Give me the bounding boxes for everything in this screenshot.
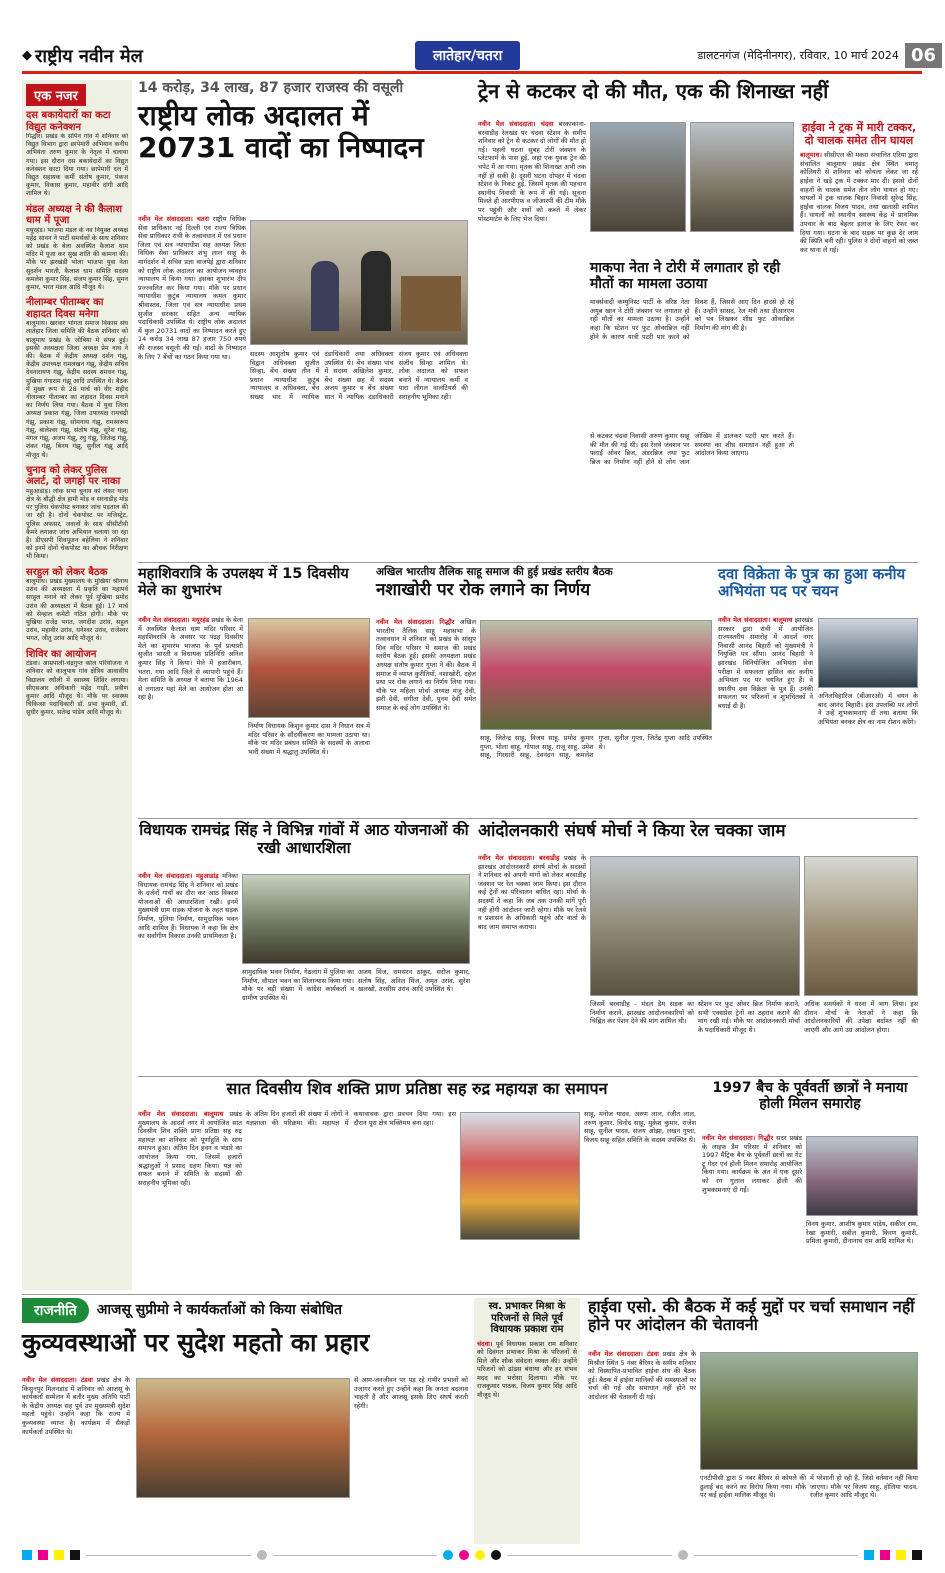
ek-nazar-item-body: टंडवा। आम्रपाली-चंद्रगुप्त कोल परियोजना ने शनिवार को कालूपाथ गांव क्षेत्रिय आवासीय विद्यालय रघौली में स्वास्थ्य शिविर लगाया। सीएसआर अधिकारी महेंद्र गाड़ी, प्रवीण कुमार आदि मौजूद थे। मौके पर स्वास्थ्य चिकित्सा पदाधिकारी डॉ. प्रभा कुमारी, डॉ. सुधीर कुमार, सतेन्द्र पांडेय आदि मौजूद थे। [26,660,128,717]
magenta-swatch [38,1550,48,1560]
highway-body: सीसीएल की मकरा संचालित एरिया द्वारा संचालित बालूमाथ प्रखंड क्षेत्र स्थित चमातू कोलियरी से शनिवार को कोयला लेकर जा रहे हाईवा ने खड़े ट्रक में टक्कर मार दी। इससे दोनों वाहनों के चालक समेत तीन लोग घायल हो गए। घायलों में ट्रक चालक बिहार निवासी सुरेन्द्र सिंह, हाईवा चालक विजय यादव, तथा खलासी शामिल हैं। घायलों को स्थानीय स्वास्थ्य केंद्र में प्राथमिक उपचार के बाद बेहतर इलाज के लिए रेफर कर दिया गया। घटना के बाद सड़क पर कुछ देर जाम की स्थिति बनी रही। पुलिस ने दोनों वाहनों को जब्त कर थाना ले गई। [800,151,918,254]
rajneeti-headline: कुव्यवस्थाओं पर सुदेश महतो का प्रहार [22,1328,370,1357]
mahashivratri-photo [248,618,370,718]
ek-nazar-item [26,649,128,718]
yellow-swatch [54,1550,64,1560]
cyan-dot [443,1550,453,1560]
highway-body-wrap [800,151,918,546]
hywa-col2: एनटीपीसी द्वारा 5 नंबर बैरियर से कोयले की ढुलाई बंद करने का विरोध किया गया। मौके पर कई हाईवा मालिक मौजूद थे। [700,1474,806,1500]
cyan-swatch-2 [864,1550,874,1560]
registration-mark-icon [257,1550,267,1560]
ek-nazar-item [26,110,128,199]
ek-nazar-item [26,204,128,293]
article-sahu [376,566,712,816]
prabhakar-headline: स्व. प्रभाकर मिश्रा के परिजनों से मिले पूर्व विधायक प्रकाश राम [488,1301,566,1335]
footer-line-2 [273,1555,438,1556]
ek-nazar-item-body: बालूमाथ। प्रखंड मुख्यालय के मुखिया श्रीनाथ उरांव की अध्यक्षता में प्रकृति का महापर्व सरहुल मनाने को लेकर पूर्व मुखिया प्रमोद उरांव की अध्यक्षता में बैठक हुई। 17 मार्च को सेन्हाल कमेटी गठित होगी। मौके पर मुखिया राजेंद्र भगत, जगदीश उरांव, सहुल उरांव, महावीर उरांव, धनेश्वर उरांव, राजेश्वर भगत, जीतु उरांव आदि मौजूद थे। [26,578,128,643]
hywa-body: प्रखंड क्षेत्र के मिश्रौल स्थित 5 नंबर बैरियर के समीप शनिवार को विस्थापित-प्रभावित हाईवा संघ की बैठक हुई। बैठक में हाईवा मालिकों की समस्याओं पर चर्चा की गई और समाधान नहीं होने पर आंदोलन की चेतावनी दी गई। [588,1350,696,1401]
highway-byline: बालूमाथ। [800,151,822,160]
ek-nazar-item-title: दस बकायेदारों का कटा विद्युत कनेक्शन [26,110,111,133]
masthead: राष्ट्रीय नवीन मेल [35,45,143,67]
mahashivratri-byline: नवीन मेल संवाददाता। मयूरहंड [138,616,210,624]
article-rail [478,822,918,1072]
ek-nazar-item-title: चुनाव को लेकर पुलिस अलर्ट, दो जगहों पर नाका [26,464,121,488]
footer-line-3 [507,1555,672,1556]
sahu-photo [480,620,712,730]
train-byline: नवीन मेल संवाददाता। चंदवा [478,120,554,128]
masthead-logo-icon: ◆ [22,48,32,63]
black-swatch [70,1550,80,1560]
vidhayak-col2: सामुदायिक भवन निर्माण, गेठलांग में पुलिया का निर्माण, चौपाल भवन का शिलान्यास किया गया। मौके पर बड़ी संख्या में कांग्रेस कार्यकर्ता व ग्रामीण उपस्थित थे। [242,968,354,1002]
footer-line [86,1555,251,1556]
lok-adalat-headline: राष्ट्रीय लोक अदालत में 20731 वादों का निष्पादन [138,99,424,165]
makpa-body2: से कटकर चंदवा निवासी अरुण कुमार साहू की मौत की गई थी। इस रेलवे जंक्शन पर फ्लाई ओवर ब्रिज, अंडरब्रिज तथा फुट ब्रिज का निर्माण नहीं होने से लोग जान जोखिम में डालकर पटरी पार करते हैं। समस्या का शीघ्र समाधान नहीं हुआ तो आंदोलन किया जाएगा। [590,432,794,466]
dateline: डालटनगंज (मेदिनीनगर), रविवार, 10 मार्च 2024 [697,49,899,62]
sahu-kicker: अखिल भारतीय तैलिक साहू समाज की हुई प्रखंड स्तरीय बैठक [376,566,613,578]
page-number: 06 [905,43,942,68]
ek-nazar-item-title: मंडल अध्यक्ष ने की कैलाश धाम में पूजा [26,203,123,227]
prabhakar-body: पूर्व विधायक प्रकाश राम शनिवार को दिवंगत प्रभाकर मिश्रा के परिजनों से मिले और शोक संवेदना व्यक्त की। उन्होंने परिजनों को ढांढस बंधाया और हर संभव मदद का भरोसा दिलाया। मौके पर राजकुमार पाठक, विजय कुमार सिंह आदि मौजूद थे। [477,1339,577,1400]
rail-photo-1 [590,856,800,996]
batch-photo [806,1136,918,1216]
prabhakar-body-wrap [477,1340,577,1515]
dawa-photo [818,618,918,688]
footer-line-4 [694,1555,859,1556]
black-swatch-2 [912,1550,922,1560]
train-col1 [478,120,586,560]
rail-headline: आंदोलनकारी संघर्ष मोर्चा ने किया रेल चक्का जाम [478,821,786,841]
highway-headline: हाईवा ने ट्रक में मारी टक्कर, दो चालक समेत तीन घायल [801,121,917,147]
ek-nazar-list [26,110,128,718]
ek-nazar-column [22,80,132,1290]
batch-col1 [702,1134,802,1292]
lok-adalat-col2: सदस्य आशुतोष कुमार एवं विद्वान अधिवक्ता सुजीत सिन्हा, बेंच संख्या तीन में प्रधान न्यायाधीश कुटुंब न्यायालय व अधिवक्ता, बेंच संख्या चार में न्यायिक दंडाधिकारी तथा अधिवक्ता उपस्थित थे। बेंच संख्या पांच में सदस्य अखिलेश कुमार, बेंच संख्या छह में सदस्य अजय कुमार व बेंच संख्या सात में न्यायिक दंडाधिकारी संजय कुमार एवं अधिवक्ता संजीव सिन्हा शामिल थे। लोक अदालत को सफल बनाने में न्यायालय कर्मी व पारा लीगल वालंटियर्स की सराहनीय भूमिका रही। [250,350,468,401]
prabhakar-byline: चंदवा। [477,1339,493,1348]
ek-nazar-item-title: सरहुल को लेकर बैठक [26,566,108,578]
shiv-col1 [138,1110,242,1292]
lok-adalat-col1 [138,215,246,555]
hywa-byline: नवीन मेल संवाददाता। टंडवा [588,1350,659,1358]
dawa-headline: दवा विक्रेता के पुत्र का हुआ कनीय अभियंता पद पर चयन [718,565,906,601]
rail-photo-2 [804,856,918,996]
cyan-swatch [22,1550,32,1560]
page-header [22,40,936,74]
rule-2 [138,818,918,819]
batch-col2: विनय कुमार, आशीष कुमार पांडेय, सकील राम, रेखा कुमारी, सबील कुमारी, किरण कुमारी, प्रमिला कुमारी, दीनानाथ राम आदि शामिल थे। [806,1220,918,1246]
ek-nazar-item-body: मयूरहंड। भाजपा मंडल के नव नियुक्त अध्यक्ष महेंद्र सावन ने पार्टी समर्थकों के साथ शनिवार को प्रखंड के बेला अवस्थित कैलाश धाम मंदिर में पूजा कर सुख शांति की कामना की। मौके पर झरखंडी भोला भाजपा युवा नेता सुदर्शन भारती, कैलाश धाम समिति सदस्य कमलेश कुमार सिंह, संजय कुमार सिंह, सुमन कुमार, भरत मंडल आदि मौजूद थे। [26,226,128,292]
shiv-col3: साहू, मनोज यादव, अरुण लाल, रंजीत लाल, तरुण कुमार, विनोद साहू, मुकेश कुमार, राजेश साहू, सुनील यादव, संजय ओझा, लखन गुप्ता, विजय साहू सहित समिति के सदस्य उपस्थित थे। [584,1110,696,1144]
hywa-col3: में परेशानी हो रही है, जिसे वर्तमान नहीं किया जाएगा। मौके पर विजय साहू, होलिया यादव, रंजीत कुमार आदि मौजूद थे। [810,1474,918,1500]
ek-nazar-item-body: महुआडांड़। लोक सभा चुनाव को लेकर थाना क्षेत्र के बौद्धी क्षेत्र हामी मोड़ व सरनाडीह मोड़ पर पुलिस चेकपोस्ट बनाकर जांच पड़ताल की जा रही है। दोनों चेकपोस्ट पर मजिस्ट्रेट, पुलिस अफसर, जवानों के साथ सीसीटीवी कैमरे लगाकर जांच अभियान चलाया जा रहा है। डीएसपी शिवपूजन बहेलिया ने शनिवार को इनमें दोनों चेकपोस्ट का औचक निरीक्षण भी किया। [26,487,128,561]
rajneeti-photo [136,1378,350,1498]
rajneeti-body: प्रखंड क्षेत्र के किसुनपुर मिलनडांड में शनिवार को आजसू के कार्यकर्ता सम्मेलन में बतौर मुख्य अतिथि पार्टी के केंद्रीय अध्यक्ष सह पूर्व उप मुख्यमंत्री सुदेश महतो पहुंचे। उन्होंने कहा कि राज्य में कुव्यवस्था व्याप्त है। कार्यक्रम में सैकड़ों कार्यकर्ता उपस्थित थे। [22,1376,130,1436]
rail-col2: जिसमें बरवाडीह - मंडल डैम सड़क का निर्माण कराने, झारखंड आंदोलनकारियों को चिह्नित कर पेंशन देने की मांग शामिल थी। [590,1000,694,1026]
sahu-body: अखिल भारतीय तैलिक साहू महासभा के तत्वावधान में शनिवार को प्रखंड के सांसुप शिव मंदिर परिसर में समाज की प्रखंड स्तरीय बैठक हुई। इसकी अध्यक्षता प्रखंड अध्यक्ष संतोष कुमार गुप्ता ने की। बैठक में समाज में व्याप्त कुरीतियों, नशाखोरी, दहेज प्रथा पर रोक लगाने का निर्णय लिया गया। मौके पर महिला मोर्चा अध्यक्ष मंजु देवी, झरी देवी, संगीता देवी, पूनम देवी समेत समाज के कई लोग उपस्थित थे। [376,618,476,712]
train-photo-2 [690,122,794,232]
makpa-headline: माकपा नेता ने टोरी में लगातार हो रही मौतों का मामला उठाया [590,260,781,293]
yellow-swatch-2 [896,1550,906,1560]
dawa-byline: नवीन मेल संवाददाता। बालूमाथ [718,616,793,624]
article-mahashivratri [138,566,370,816]
rule-4 [22,1294,918,1295]
article-shiv [138,1080,696,1292]
lok-adalat-photo [250,220,468,345]
shiv-byline: नवीन मेल संवाददाता। बालूमाथ [138,1110,224,1118]
article-prabhakar [474,1298,580,1544]
rajneeti-col2: से आम-जनजीवन पर पड़ रहे गंभीर प्रभावों को उजागर करते हुए उन्होंने कहा कि जनता बदलाव चाहती है और आजसू इसके लिए संघर्ष करती रहेगी। [354,1376,468,1410]
ek-nazar-item-title: शिविर का आयोजन [26,648,97,660]
hywa-photo [700,1352,918,1470]
footer-registration-bar [22,1550,922,1560]
batch-body: सदर प्रखंड के लाइफ़ डैम परिसर में शनिवार को 1997 मैट्रिक बैच के पूर्ववर्ती छात्रों का गेट टू गेदर एवं होली मिलन समारोह आयोजित किया गया। कार्यक्रम के अंत में एक दूसरे को रंग गुलाल लगाकर होली की शुभकामनाएं दी गईं। [702,1134,802,1194]
rail-body: प्रखंड के झारखंड आंदोलनकारी संघर्ष मोर्चा के सदस्यों ने शनिवार को अपनी मांगों को लेकर बरवाडीह जंक्शन पर रेल चक्का जाम किया। इस दौरान कई ट्रेनों का परिचालन बाधित रहा। मोर्चा के सदस्यों ने कहा कि जब तक उनकी मांगें पूरी नहीं होंगी आंदोलन जारी रहेगा। मौके पर रेलवे व प्रशासन के अधिकारी पहुंचे और वार्ता के बाद जाम समाप्त कराया। [478,854,586,931]
yellow-dot [475,1550,485,1560]
ek-nazar-item-title: नीलाम्बर पीताम्बर का शहादत दिवस मनेगा [26,297,104,320]
article-dawa [718,566,918,816]
rajneeti-byline: नवीन मेल संवाददाता। टंडवा [22,1376,93,1384]
ek-nazar-item-body: बालूमाथ। खरवार भोगता समाज विकास संघ लातेहार जिला समिति की बैठक शनिवार को बालूमाथ प्रखंड के जोबिया मे संपन्न हुई। इसकी अध्यक्षता जिला अध्यक्ष प्रेम नाथ ने की। बैठक में केंद्रीय अध्यक्ष दर्शन गंझू, केंद्रीय उपाध्यक्ष रामलखन गंझू, केंद्रीय सचिव देवनारायण गंझू, केंद्रीय सदस्य रामधन गंझू, मुखिया गंगाराम गंझू आदि उपस्थित थे। बैठक में मुख्य रूप से 28 मार्च को वीर शहीद नीलाम्बर पीताम्बर का शहादत दिवस मनाने का निर्णय लिया गया। बैठक में युवा जिला अध्यक्ष प्रकाश गंझू, जिला उपाध्यक्ष रामचंद्री गंझू, प्रकाश गंझू, सोमनाथ गंझू, रामस्वरूप गंझू, बालेश्वर गंझू, संतोष गंझू, सुरेश गंझू, मंगल गंझू, अजय गंझू, रघु गंझू, जितेन्द्र गंझू, शंकर गंझू, बिनय गंझू, सुनील गंझू आदि मौजूद थे। [26,320,128,459]
shiv-headline: सात दिवसीय शिव शक्ति प्राण प्रतिष्ठा सह रुद्र महायज्ञ का समापन [226,1079,608,1098]
vidhayak-col1 [138,872,238,1072]
rail-col1 [478,854,586,1072]
sahu-byline: नवीन मेल संवाददाता। गिद्धौर [376,618,455,626]
shiv-body: प्रखंड मुख्यालय के आदर्श नगर में आयोजित सात दिवसीय शिव शक्ति प्राण प्रतिष्ठा सह रुद्र महायज्ञ का शनिवार को पूर्णाहुति के साथ समापन हुआ। अंतिम दिन हवन व भंडारे का आयोजन किया गया, जिसमें हजारों श्रद्धालुओं ने प्रसाद ग्रहण किया। यज्ञ को सफल बनाने में समिति के सदस्यों की सराहनीय भूमिका रही। [138,1110,242,1187]
vidhayak-byline: नवीन मेल संवाददाता। महुआडांड़ [138,872,219,880]
vidhayak-body: मनिका विधायक रामचंद्र सिंह ने शनिवार को प्रखंड के दर्जनों गांवों का दौरा कर आठ विकास योजनाओं की आधारशिला रखी। इनमें मुख्यमंत्री ग्राम सड़क योजना के तहत सड़क निर्माण, पुलिया निर्माण, सामुदायिक भवन आदि शामिल हैं। विधायक ने कहा कि क्षेत्र का सर्वांगीण विकास उनकी प्राथमिकता है। [138,872,238,941]
ek-nazar-item [26,567,128,644]
article-batch [702,1080,918,1292]
rajneeti-tag: राजनीति [22,1298,89,1323]
article-train [478,80,918,560]
dawa-caption: अनिलविहारिज (बीआरओ) में चयन के बाद आनंद बिहारी। इस उपलब्धि पर लोगों ने उन्हें शुभकामनाएं दीं तथा बताया कि अभियंता बनकर क्षेत्र का नाम रोशन करेंगे। [818,692,918,726]
batch-headline: 1997 बैच के पूर्ववर्ती छात्रों ने मनाया होली मिलन समारोह [712,1080,908,1113]
rajneeti-col1 [22,1376,130,1544]
rule-3 [138,1076,918,1077]
vidhayak-photo [242,874,470,964]
vidhayak-col3: अजय मिंज, रामसरन ठाकुर, सरोज कुमार, संतोष सिंह, अनिल मिंज, अमृत उरांव, सुरेश खलखो, तरसीस उरांव आदि उपस्थित थे। [358,968,470,994]
rail-col3: स्टेशन पर फुट ओवर ब्रिज निर्माण कराने, सभी एक्सप्रेस ट्रेनों का ठहराव कराने की मांग रखी गई। मौके पर आंदोलनकारी मोर्चा के पदाधिकारी मौजूद थे। [698,1000,800,1034]
train-body: बरकाकाना-बरवाडीह रेलखंड पर चंदवा स्टेशन के समीप शनिवार को ट्रेन से कटकर दो लोगों की मौत हो गई। पहली घटना सुबह टोरी जंक्शन के प्लेटफार्म के पास हुई, जहां एक युवक ट्रेन की चपेट में आ गया। मृतक की शिनाख्त अभी तक नहीं हो सकी है। दूसरी घटना दोपहर में चंदवा स्टेशन के निकट हुई, जिसमें मृतक की पहचान स्थानीय निवासी के रूप में की गई। सूचना मिलते ही आरपीएफ व जीआरपी की टीम मौके पर पहुंची और शवों को कब्जे में लेकर पोस्टमार्टम के लिए भेज दिया। [478,120,586,223]
sahu-col2: साहू, जितेन्द्र साहू, विजय साहू, प्रमोद कुमार गुप्ता, भोला साहू, गोपाल साहू, राजू साहू, उमेश साहू, गिरधारी साहू, देवनंदन साहू, कमलेश गुप्ता, सुनील गुप्ता, जितेंद्र गुप्ता आदि उपस्थित थे। [480,734,712,760]
hywa-col1 [588,1350,696,1544]
black-dot [491,1550,501,1560]
dawa-body: झारखंड सरकार द्वारा रांची में आयोजित राज्यस्तरीय समारोह में आदर्श नगर निवासी आनंद बिहारी को मुख्यमंत्री ने नियुक्ति पत्र सौंपा। आनंद बिहारी ने झारखंड विनियोजित अभियंता सेवा परीक्षा में सफलता हासिल कर कनीय अभियंता पद पर चयनित हुए हैं। वे स्थानीय दवा विक्रेता के पुत्र हैं। उनकी सफलता पर परिजनों व शुभचिंतकों ने बधाई दी है। [718,616,813,710]
section-label: लातेहार/चतरा [415,41,520,70]
train-headline: ट्रेन से कटकर दो की मौत, एक की शिनाख्त नहीं [478,79,829,103]
ek-nazar-tag: एक नजर [26,84,86,106]
makpa-box [590,260,794,560]
ek-nazar-item [26,465,128,562]
lok-adalat-body: राष्ट्रीय विधिक सेवा प्राधिकार नई दिल्ली एवं राज्य विधिक सेवा प्राधिकार रांची के तत्वावधान में एवं प्रधान जिला एवं सत्र न्यायाधीश सह अध्यक्ष जिला विधिक सेवा प्राधिकार शंभु लाल साहू के मार्गदर्शन में सचिव प्रज्ञा वाजपेई द्वारा शनिवार को राष्ट्रीय लोक अदालत का आयोजन व्यवहार न्यायालय में किया गया। इसका शुभारंभ दीप प्रज्ज्वलित कर किया गया। मौके पर प्रधान न्यायाधीश कुटुंब न्यायालय कमल कुमार श्रीवास्तव, जिला एवं सत्र न्यायाधीश प्रथम सुजीत सरकार सहित अन्य न्यायिक पदाधिकारी उपस्थित थे। राष्ट्रीय लोक अदालत में कुल 20731 वादों का निष्पादन करते हुए 14 करोड़ 34 लाख 87 हजार 750 रुपये की राजस्व वसूली की गई। वादों के निष्पादन के लिए 7 बेंचों का गठन किया गया था। [138,215,246,361]
rajneeti-kicker: आजसू सुप्रीमो ने कार्यकर्ताओं को किया संबोधित [96,1302,342,1319]
article-hywa [588,1298,918,1544]
registration-mark-icon-2 [678,1550,688,1560]
lok-adalat-byline: नवीन मेल संवाददाता। चतरा [138,215,209,223]
magenta-dot [459,1550,469,1560]
article-rajneeti [22,1298,468,1544]
highway-box [800,122,918,560]
mahashivratri-body: प्रखंड के बेला में अवस्थित कैलाश धाम मंदिर परिसर में महाशिवरात्रि के अवसर पर पंद्रह दिवसीय मेले का शुभारंभ भाजपा के पूर्व प्रत्याशी सुजीत भारती व विधायक प्रतिनिधि अनिल कुमार सिंह ने किया। मेले में हजारीबाग, चतरा, गया आदि जिले से व्यापारी पहुंचे हैं। मेला समिति के अध्यक्ष ने बताया कि 1964 से लगातार यहां मेले का आयोजन होता आ रहा है। [138,616,243,702]
sahu-headline: नशाखोरी पर रोक लगाने का निर्णय [376,580,591,601]
dawa-col1 [718,616,813,816]
rail-byline: नवीन मेल संवाददाता। बरवाडीह [478,854,560,862]
rail-col4: अधिक समर्थकों ने धरना में भाग लिया। इस दौरान मोर्चा के नेताओं ने कहा कि आंदोलनकारियों की उपेक्षा बर्दाश्त नहीं की जाएगी और आगे उग्र आंदोलन होगा। [804,1000,918,1034]
rajneeti-top [22,1298,468,1323]
hywa-headline: हाईवा एसो. की बैठक में कई मुद्दों पर चर्चा समाधान नहीं होने पर आंदोलन की चेतावनी [588,1297,915,1335]
magenta-swatch-2 [880,1550,890,1560]
mahashivratri-col1 [138,616,243,816]
shiv-col2: के अंतिम दिन हजारों की संख्या में लोगों ने यज्ञशाला की परिक्रमा की। महायज्ञ में कथावाचक द्वारा प्रवचन दिया गया। इस दौरान पूरा क्षेत्र भक्तिमय बना रहा। [246,1110,456,1127]
rule-1 [138,562,918,563]
lok-adalat-kicker: 14 करोड़, 34 लाख, 87 हजार राजस्व की वसूली [138,80,404,96]
mahashivratri-col2: निर्माण विधायक किशुन कुमार दास ने निधान सत्र में मंदिर परिसर के सौंदर्यीकरण का मामला उठाया था। मौके पर मंदिर प्रबंधन समिति के सदस्यों के अलावा भारी संख्या में श्रद्धालु उपस्थित थे। [248,722,370,756]
ek-nazar-item-body: गिद्धौर। प्रखंड के सपिन गांव में शनिवार को विद्युत विभाग द्वारा छापेमारी अभियान कनीय अभियंता तरुण कुमार के नेतृत्व में चलाया गया। इस दौरान दस बकायेदारों का विद्युत कनेक्शन काटा दिया गया। छापेमारी दल में विद्युत सहायक कर्मी संतोष कुमार, पंकज कुमार, विकास कुमार, महावीर दांगी आदि शामिल थे। [26,133,128,198]
train-photo-1 [590,122,686,232]
mahashivratri-headline: महाशिवरात्रि के उपलक्ष्य में 15 दिवसीय मेले का शुभारंभ [138,566,349,599]
batch-byline: नवीन मेल संवाददाता। गिद्धौर [702,1134,774,1142]
article-lok-adalat [138,80,468,560]
vidhayak-headline: विधायक रामचंद्र सिंह ने विभिन्न गांवों में आठ योजनाओं की रखी आधारशिला [139,821,469,857]
ek-nazar-item [26,297,128,459]
makpa-body: मार्क्सवादी कम्युनिस्ट पार्टी के वरिष्ठ नेता अयूब खान ने टोरी जंक्शन पर लगातार हो रही मौतों का मामला उठाया है। उन्होंने कहा कि स्टेशन पर फुट ओवरब्रिज नहीं होने के कारण यात्री पटरी पार करने को विवश हैं, जिससे आए दिन हादसे हो रहे हैं। उन्होंने सांसद, रेल मंत्री तथा डीआरएम को पत्र लिखकर शीघ्र फुट ओवरब्रिज निर्माण की मांग की है। [590,298,794,341]
article-vidhayak [138,822,470,1072]
shiv-photo [460,1112,580,1240]
sahu-col1 [376,618,476,816]
